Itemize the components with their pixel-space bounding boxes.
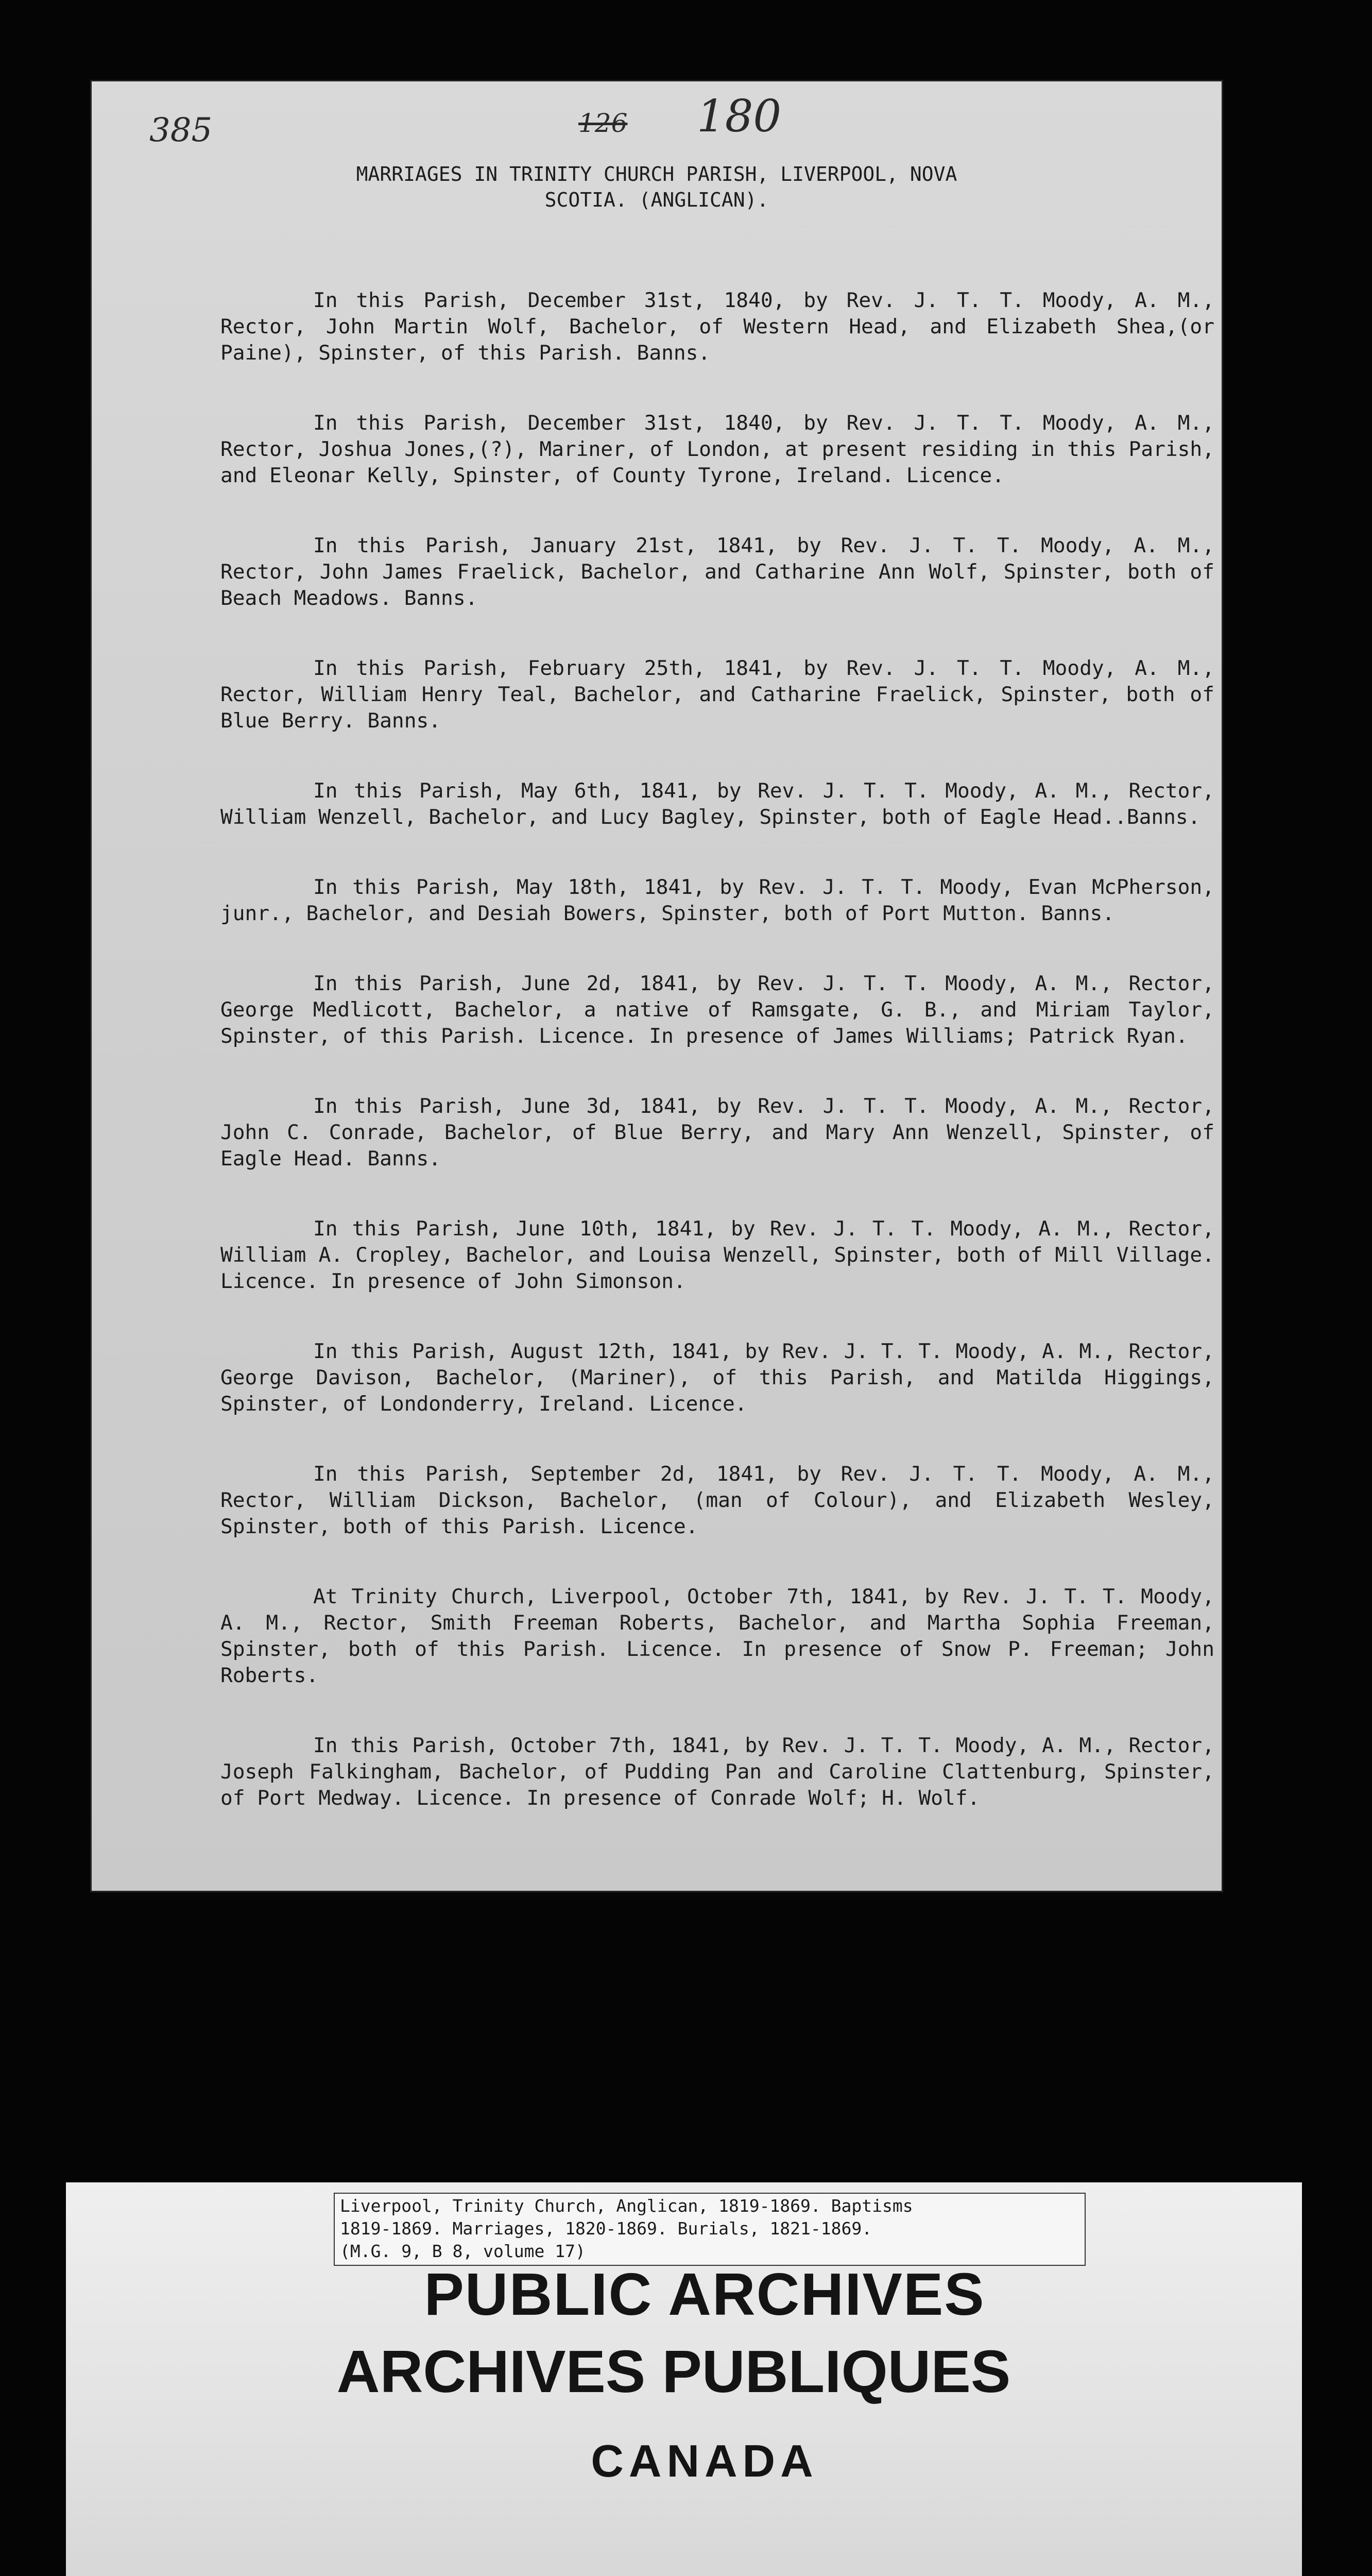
struck-page-number: 126 <box>578 108 628 138</box>
document-page <box>92 81 1222 1891</box>
handwritten-folio-number: 180 <box>697 91 782 142</box>
marriage-entry: In this Parish, October 7th, 1841, by Rev. J. T. T. Moody, A. M., Rector, Joseph Falkingham, Bachelor, of Pudding Pan and Caroline Clattenburg, Spinster, of Port Medway. Licence. In presence of Conrade Wolf; H. Wolf. <box>220 1734 1214 1810</box>
marriage-entries <box>220 287 1214 1855</box>
marriage-entry: In this Parish, August 12th, 1841, by Rev. J. T. T. Moody, A. M., Rector, George Davison, Bachelor, (Mariner), of this Parish, and Matilda Higgings, Spinster, of Londonderry, Ireland. Licence. <box>220 1340 1214 1416</box>
archives-country: CANADA <box>591 2435 818 2486</box>
collection-info-line: 1819-1869. Marriages, 1820-1869. Burials, 1821-1869. <box>340 2218 872 2239</box>
archives-label-card <box>66 2182 1302 2576</box>
collection-info-line: Liverpool, Trinity Church, Anglican, 1819-1869. Baptisms <box>340 2196 913 2216</box>
marriage-entry: In this Parish, January 21st, 1841, by Rev. J. T. T. Moody, A. M., Rector, John James Fraelick, Bachelor, and Catharine Ann Wolf, Spinster, both of Beach Meadows. Banns. <box>220 534 1214 610</box>
marriage-entry: In this Parish, September 2d, 1841, by Rev. J. T. T. Moody, A. M., Rector, William Dickson, Bachelor, (man of Colour), and Elizabeth Wesley, Spinster, both of this Parish. Licence. <box>220 1462 1214 1538</box>
marriage-entry: In this Parish, June 2d, 1841, by Rev. J. T. T. Moody, A. M., Rector, George Medlicott, Bachelor, a native of Ramsgate, G. B., and Miriam Taylor, Spinster, of this Parish. Licence. In presence of James Williams; Patrick Ryan. <box>220 972 1214 1048</box>
document-title: MARRIAGES IN TRINITY CHURCH PARISH, LIVERPOOL, NOVA SCOTIA. (ANGLICAN). <box>356 163 957 211</box>
marriage-entry: In this Parish, December 31st, 1840, by Rev. J. T. T. Moody, A. M., Rector, John Martin Wolf, Bachelor, of Western Head, and Elizabeth Shea,(or Paine), Spinster, of this Parish. Banns. <box>220 289 1214 365</box>
handwritten-page-number: 385 <box>149 111 213 149</box>
marriage-entry: In this Parish, June 10th, 1841, by Rev. J. T. T. Moody, A. M., Rector, William A. Cropley, Bachelor, and Louisa Wenzell, Spinster, both of Mill Village. Licence. In presence of John Simonson. <box>220 1217 1214 1293</box>
collection-info-strip <box>334 2193 1086 2266</box>
archives-heading-english: PUBLIC ARCHIVES <box>424 2261 985 2328</box>
marriage-entry: In this Parish, June 3d, 1841, by Rev. J. T. T. Moody, A. M., Rector, John C. Conrade, Bachelor, of Blue Berry, and Mary Ann Wenzell, Spinster, of Eagle Head. Banns. <box>220 1094 1214 1171</box>
marriage-entry: In this Parish, May 6th, 1841, by Rev. J. T. T. Moody, A. M., Rector, William Wenzell, Bachelor, and Lucy Bagley, Spinster, both of Eagle Head..Banns. <box>220 779 1214 829</box>
marriage-entry: In this Parish, December 31st, 1840, by Rev. J. T. T. Moody, A. M., Rector, Joshua Jones,(?), Mariner, of London, at present residing in this Parish, and Eleonar Kelly, Spinster, of County Tyrone, Ireland. Licence. <box>220 411 1214 487</box>
marriage-entry: In this Parish, May 18th, 1841, by Rev. J. T. T. Moody, Evan McPherson, junr., Bachelor, and Desiah Bowers, Spinster, both of Port Mutton. Banns. <box>220 875 1214 925</box>
archives-heading-french: ARCHIVES PUBLIQUES <box>336 2338 1011 2405</box>
marriage-entry: In this Parish, February 25th, 1841, by Rev. J. T. T. Moody, A. M., Rector, William Henry Teal, Bachelor, and Catharine Fraelick, Spinster, both of Blue Berry. Banns. <box>220 656 1214 733</box>
collection-info-line: (M.G. 9, B 8, volume 17) <box>340 2241 586 2261</box>
marriage-entry: At Trinity Church, Liverpool, October 7th, 1841, by Rev. J. T. T. Moody, A. M., Rector, Smith Freeman Roberts, Bachelor, and Martha Sophia Freeman, Spinster, both of this Parish. Licence. In presence of Snow P. Freeman; John Roberts. <box>220 1585 1214 1687</box>
